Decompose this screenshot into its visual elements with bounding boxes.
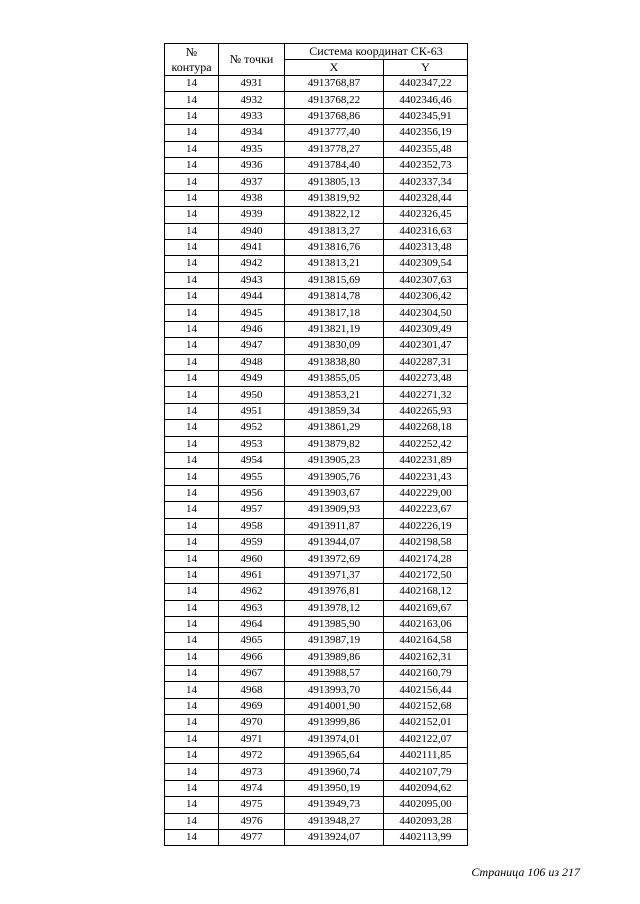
cell-x: 4913816,76 <box>285 239 384 255</box>
cell-point: 4954 <box>219 452 285 468</box>
cell-contour: 14 <box>165 387 219 403</box>
cell-point: 4955 <box>219 469 285 485</box>
cell-point: 4948 <box>219 354 285 370</box>
table-row <box>165 387 468 403</box>
cell-point: 4942 <box>219 256 285 272</box>
table-row <box>165 108 468 124</box>
cell-y: 4402265,93 <box>384 403 468 419</box>
coordinates-table <box>164 43 468 846</box>
cell-point: 4956 <box>219 485 285 501</box>
cell-contour: 14 <box>165 239 219 255</box>
cell-y: 4402094,62 <box>384 780 468 796</box>
table-row <box>165 534 468 550</box>
table-row <box>165 813 468 829</box>
cell-point: 4953 <box>219 436 285 452</box>
table-row <box>165 174 468 190</box>
table-row <box>165 403 468 419</box>
cell-contour: 14 <box>165 518 219 534</box>
table-row <box>165 190 468 206</box>
cell-y: 4402198,58 <box>384 534 468 550</box>
cell-x: 4913971,37 <box>285 567 384 583</box>
cell-y: 4402168,12 <box>384 584 468 600</box>
table-row <box>165 731 468 747</box>
cell-contour: 14 <box>165 190 219 206</box>
cell-x: 4913965,64 <box>285 748 384 764</box>
table-row <box>165 207 468 223</box>
cell-x: 4913821,19 <box>285 321 384 337</box>
cell-point: 4947 <box>219 338 285 354</box>
cell-x: 4913903,67 <box>285 485 384 501</box>
cell-y: 4402328,44 <box>384 190 468 206</box>
cell-contour: 14 <box>165 829 219 845</box>
cell-y: 4402326,45 <box>384 207 468 223</box>
cell-point: 4973 <box>219 764 285 780</box>
cell-y: 4402352,73 <box>384 157 468 173</box>
cell-contour: 14 <box>165 256 219 272</box>
cell-y: 4402287,31 <box>384 354 468 370</box>
cell-contour: 14 <box>165 633 219 649</box>
table-row <box>165 305 468 321</box>
cell-contour: 14 <box>165 600 219 616</box>
cell-y: 4402164,58 <box>384 633 468 649</box>
cell-point: 4943 <box>219 272 285 288</box>
cell-contour: 14 <box>165 108 219 124</box>
cell-point: 4934 <box>219 125 285 141</box>
cell-y: 4402231,43 <box>384 469 468 485</box>
cell-point: 4935 <box>219 141 285 157</box>
cell-y: 4402172,50 <box>384 567 468 583</box>
cell-y: 4402347,22 <box>384 76 468 92</box>
table-row <box>165 338 468 354</box>
cell-point: 4965 <box>219 633 285 649</box>
cell-x: 4913819,92 <box>285 190 384 206</box>
cell-y: 4402309,49 <box>384 321 468 337</box>
cell-y: 4402111,85 <box>384 748 468 764</box>
cell-point: 4938 <box>219 190 285 206</box>
cell-point: 4972 <box>219 748 285 764</box>
table-row <box>165 633 468 649</box>
cell-contour: 14 <box>165 616 219 632</box>
table-row <box>165 354 468 370</box>
cell-contour: 14 <box>165 567 219 583</box>
cell-contour: 14 <box>165 469 219 485</box>
table-row <box>165 157 468 173</box>
cell-contour: 14 <box>165 682 219 698</box>
cell-point: 4963 <box>219 600 285 616</box>
cell-x: 4913949,73 <box>285 797 384 813</box>
table-row <box>165 125 468 141</box>
cell-x: 4913905,76 <box>285 469 384 485</box>
cell-point: 4940 <box>219 223 285 239</box>
cell-x: 4913768,22 <box>285 92 384 108</box>
cell-x: 4913768,87 <box>285 76 384 92</box>
cell-y: 4402313,48 <box>384 239 468 255</box>
table-row <box>165 420 468 436</box>
table-row <box>165 551 468 567</box>
cell-y: 4402156,44 <box>384 682 468 698</box>
table-row <box>165 76 468 92</box>
table-row <box>165 436 468 452</box>
table-row <box>165 829 468 845</box>
cell-point: 4976 <box>219 813 285 829</box>
cell-x: 4913814,78 <box>285 289 384 305</box>
cell-contour: 14 <box>165 698 219 714</box>
cell-x: 4913853,21 <box>285 387 384 403</box>
cell-point: 4939 <box>219 207 285 223</box>
table-row <box>165 666 468 682</box>
cell-contour: 14 <box>165 813 219 829</box>
cell-point: 4944 <box>219 289 285 305</box>
cell-point: 4966 <box>219 649 285 665</box>
cell-point: 4968 <box>219 682 285 698</box>
cell-y: 4402169,67 <box>384 600 468 616</box>
cell-y: 4402271,32 <box>384 387 468 403</box>
cell-y: 4402113,99 <box>384 829 468 845</box>
cell-point: 4952 <box>219 420 285 436</box>
cell-point: 4977 <box>219 829 285 845</box>
cell-x: 4913855,05 <box>285 371 384 387</box>
table-row <box>165 682 468 698</box>
table-row <box>165 584 468 600</box>
cell-x: 4913989,86 <box>285 649 384 665</box>
cell-point: 4949 <box>219 371 285 387</box>
cell-contour: 14 <box>165 452 219 468</box>
cell-point: 4945 <box>219 305 285 321</box>
cell-x: 4913784,40 <box>285 157 384 173</box>
cell-point: 4969 <box>219 698 285 714</box>
cell-y: 4402152,01 <box>384 715 468 731</box>
cell-point: 4967 <box>219 666 285 682</box>
cell-contour: 14 <box>165 321 219 337</box>
cell-contour: 14 <box>165 174 219 190</box>
cell-y: 4402345,91 <box>384 108 468 124</box>
cell-y: 4402107,79 <box>384 764 468 780</box>
cell-x: 4913988,57 <box>285 666 384 682</box>
table-row <box>165 223 468 239</box>
cell-y: 4402316,63 <box>384 223 468 239</box>
cell-point: 4959 <box>219 534 285 550</box>
table-row <box>165 321 468 337</box>
cell-contour: 14 <box>165 780 219 796</box>
cell-y: 4402252,42 <box>384 436 468 452</box>
cell-x: 4913950,19 <box>285 780 384 796</box>
cell-x: 4913817,18 <box>285 305 384 321</box>
cell-x: 4913976,81 <box>285 584 384 600</box>
cell-point: 4933 <box>219 108 285 124</box>
cell-x: 4913813,21 <box>285 256 384 272</box>
cell-y: 4402226,19 <box>384 518 468 534</box>
cell-contour: 14 <box>165 125 219 141</box>
cell-x: 4913909,93 <box>285 502 384 518</box>
cell-x: 4913778,27 <box>285 141 384 157</box>
table-row <box>165 567 468 583</box>
table-row <box>165 371 468 387</box>
cell-point: 4964 <box>219 616 285 632</box>
cell-y: 4402163,06 <box>384 616 468 632</box>
cell-point: 4951 <box>219 403 285 419</box>
cell-x: 4913911,87 <box>285 518 384 534</box>
table-row <box>165 239 468 255</box>
cell-contour: 14 <box>165 338 219 354</box>
cell-point: 4974 <box>219 780 285 796</box>
header-contour-number: № контура <box>165 44 219 76</box>
cell-x: 4914001,90 <box>285 698 384 714</box>
table-row <box>165 649 468 665</box>
header-y: Y <box>384 60 468 76</box>
cell-point: 4971 <box>219 731 285 747</box>
cell-x: 4913974,01 <box>285 731 384 747</box>
cell-x: 4913879,82 <box>285 436 384 452</box>
cell-x: 4913948,27 <box>285 813 384 829</box>
table-row <box>165 141 468 157</box>
cell-x: 4913978,12 <box>285 600 384 616</box>
cell-contour: 14 <box>165 731 219 747</box>
cell-point: 4936 <box>219 157 285 173</box>
cell-contour: 14 <box>165 141 219 157</box>
cell-y: 4402223,67 <box>384 502 468 518</box>
cell-point: 4957 <box>219 502 285 518</box>
table-row <box>165 289 468 305</box>
cell-contour: 14 <box>165 289 219 305</box>
cell-x: 4913944,07 <box>285 534 384 550</box>
cell-x: 4913768,86 <box>285 108 384 124</box>
table-body <box>165 76 468 846</box>
table-row <box>165 518 468 534</box>
cell-x: 4913813,27 <box>285 223 384 239</box>
cell-contour: 14 <box>165 485 219 501</box>
table-row <box>165 764 468 780</box>
cell-contour: 14 <box>165 207 219 223</box>
cell-y: 4402301,47 <box>384 338 468 354</box>
cell-contour: 14 <box>165 76 219 92</box>
cell-point: 4941 <box>219 239 285 255</box>
cell-x: 4913830,09 <box>285 338 384 354</box>
cell-y: 4402174,28 <box>384 551 468 567</box>
cell-x: 4913838,80 <box>285 354 384 370</box>
cell-point: 4932 <box>219 92 285 108</box>
cell-contour: 14 <box>165 436 219 452</box>
cell-contour: 14 <box>165 420 219 436</box>
cell-contour: 14 <box>165 551 219 567</box>
cell-y: 4402346,46 <box>384 92 468 108</box>
cell-contour: 14 <box>165 371 219 387</box>
cell-contour: 14 <box>165 797 219 813</box>
table-row <box>165 715 468 731</box>
cell-point: 4937 <box>219 174 285 190</box>
page-number-footer: Страница 106 из 217 <box>471 865 580 879</box>
cell-contour: 14 <box>165 502 219 518</box>
cell-x: 4913960,74 <box>285 764 384 780</box>
cell-y: 4402162,31 <box>384 649 468 665</box>
cell-y: 4402306,42 <box>384 289 468 305</box>
cell-x: 4913985,90 <box>285 616 384 632</box>
cell-point: 4950 <box>219 387 285 403</box>
cell-y: 4402273,48 <box>384 371 468 387</box>
cell-contour: 14 <box>165 157 219 173</box>
table-row <box>165 256 468 272</box>
table-row <box>165 616 468 632</box>
cell-point: 4946 <box>219 321 285 337</box>
header-x: X <box>285 60 384 76</box>
table-row <box>165 748 468 764</box>
cell-y: 4402356,19 <box>384 125 468 141</box>
cell-y: 4402122,07 <box>384 731 468 747</box>
cell-x: 4913999,86 <box>285 715 384 731</box>
cell-contour: 14 <box>165 223 219 239</box>
cell-contour: 14 <box>165 272 219 288</box>
cell-contour: 14 <box>165 649 219 665</box>
table-row <box>165 780 468 796</box>
table-row <box>165 272 468 288</box>
cell-y: 4402307,63 <box>384 272 468 288</box>
table-row <box>165 698 468 714</box>
cell-point: 4958 <box>219 518 285 534</box>
cell-contour: 14 <box>165 534 219 550</box>
cell-x: 4913861,29 <box>285 420 384 436</box>
cell-y: 4402268,18 <box>384 420 468 436</box>
cell-contour: 14 <box>165 666 219 682</box>
cell-contour: 14 <box>165 584 219 600</box>
cell-y: 4402229,00 <box>384 485 468 501</box>
cell-x: 4913859,34 <box>285 403 384 419</box>
cell-y: 4402095,00 <box>384 797 468 813</box>
cell-point: 4960 <box>219 551 285 567</box>
cell-y: 4402355,48 <box>384 141 468 157</box>
cell-point: 4962 <box>219 584 285 600</box>
table-header <box>165 44 468 76</box>
cell-x: 4913993,70 <box>285 682 384 698</box>
table-row <box>165 502 468 518</box>
table-row <box>165 600 468 616</box>
cell-contour: 14 <box>165 715 219 731</box>
cell-point: 4931 <box>219 76 285 92</box>
cell-contour: 14 <box>165 764 219 780</box>
table-row <box>165 797 468 813</box>
cell-y: 4402337,34 <box>384 174 468 190</box>
cell-contour: 14 <box>165 305 219 321</box>
cell-contour: 14 <box>165 92 219 108</box>
table-row <box>165 92 468 108</box>
cell-x: 4913815,69 <box>285 272 384 288</box>
cell-y: 4402152,68 <box>384 698 468 714</box>
cell-y: 4402304,50 <box>384 305 468 321</box>
cell-y: 4402160,79 <box>384 666 468 682</box>
cell-y: 4402309,54 <box>384 256 468 272</box>
cell-point: 4975 <box>219 797 285 813</box>
cell-x: 4913972,69 <box>285 551 384 567</box>
cell-contour: 14 <box>165 748 219 764</box>
header-coordinate-system: Система координат СК-63 <box>285 44 468 60</box>
cell-contour: 14 <box>165 354 219 370</box>
table-row <box>165 485 468 501</box>
cell-point: 4961 <box>219 567 285 583</box>
cell-x: 4913924,07 <box>285 829 384 845</box>
cell-x: 4913987,19 <box>285 633 384 649</box>
header-point-number: № точки <box>219 44 285 76</box>
cell-x: 4913805,13 <box>285 174 384 190</box>
cell-point: 4970 <box>219 715 285 731</box>
table-row <box>165 469 468 485</box>
cell-y: 4402093,28 <box>384 813 468 829</box>
cell-x: 4913905,23 <box>285 452 384 468</box>
cell-contour: 14 <box>165 403 219 419</box>
cell-y: 4402231,89 <box>384 452 468 468</box>
table-row <box>165 452 468 468</box>
cell-x: 4913777,40 <box>285 125 384 141</box>
cell-x: 4913822,12 <box>285 207 384 223</box>
